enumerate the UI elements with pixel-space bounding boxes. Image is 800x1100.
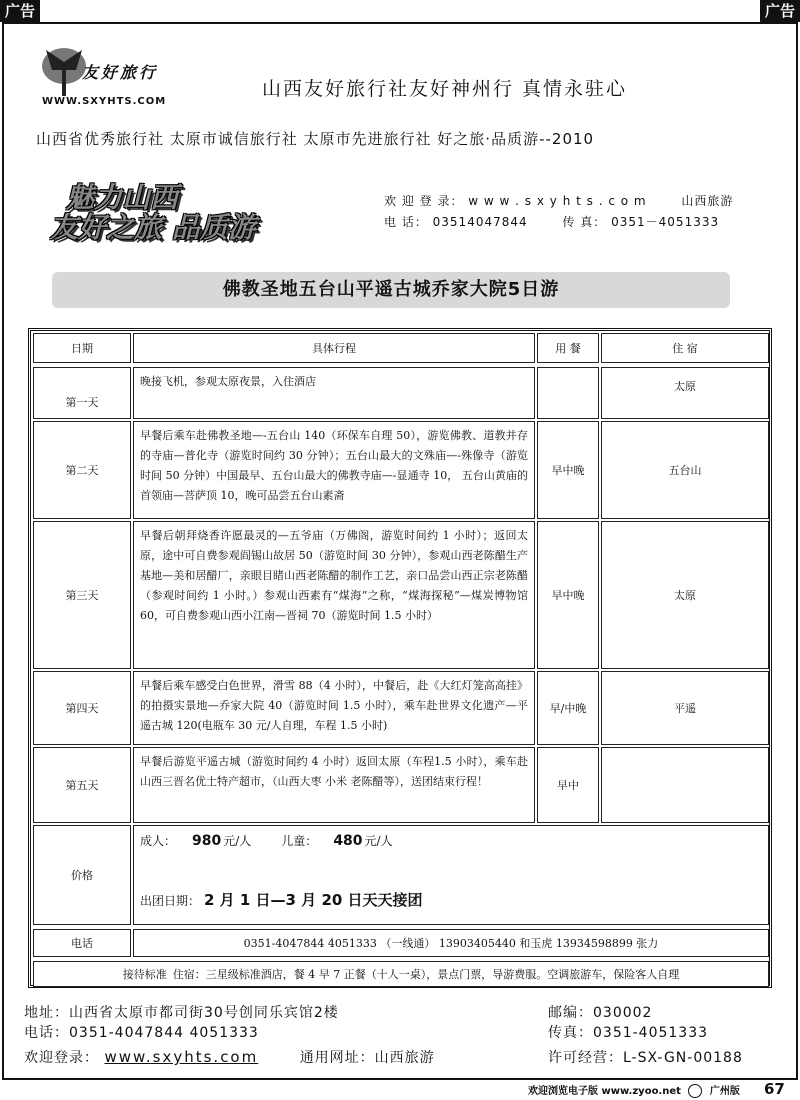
phone-row-label: 电话 <box>33 929 131 957</box>
welcome-label: 欢 迎 登 录： <box>384 194 464 208</box>
footer-fax: 传真：0351-4051333 <box>548 1025 709 1041</box>
bottom-bar-edition: 广州版 <box>709 1086 740 1097</box>
adult-label: 成人： <box>140 834 177 848</box>
banner-line1: 魅力山西 <box>66 181 179 214</box>
header-itinerary: 具体行程 <box>133 333 535 363</box>
day-lodging <box>601 747 769 823</box>
standard-value: 住宿：三星级标准酒店，餐 4 早 7 正餐（十人一桌），景点门票，导游费服。空调旅游车，保险客人自理 <box>172 968 680 981</box>
bottom-bar-text: 欢迎浏览电子版 www.zyoo.net <box>528 1086 681 1097</box>
ad-label-right: 广告 <box>760 0 800 22</box>
phone-label: 电 话： <box>384 215 428 229</box>
footer-phone: 电话：0351-4047844 4051333 <box>24 1025 259 1041</box>
slogan: 山西友好旅行社友好神州行 真情永驻心 <box>262 78 628 100</box>
adult-unit: 元/人 <box>223 834 252 848</box>
day-label: 第五天 <box>33 747 131 823</box>
child-unit: 元/人 <box>364 834 393 848</box>
departure-row <box>140 889 423 910</box>
day-desc: 早餐后乘车感受白色世界，滑雪 88（4 小时），中餐后，赴《大红灯笼高高挂》的拍摄实景地—乔家大院 40（游览时间 1.5 小时），乘车赴世界文化遗产—平遥古城 120(电瓶车 30 元/人自理，车程 1.5 小时) <box>133 671 535 745</box>
day-label: 第三天 <box>33 521 131 669</box>
day-label: 第四天 <box>33 671 131 745</box>
depart-value: 2 月 1 日—3 月 20 日天天接团 <box>204 891 423 909</box>
day-meals <box>537 367 599 419</box>
tour-title: 佛教圣地五台山平遥古城乔家大院5日游 <box>52 272 730 308</box>
logo-name: 友好旅行 <box>82 63 159 82</box>
standard-row <box>33 961 769 987</box>
fax-label: 传 真： <box>562 215 607 229</box>
footer-welcome-url[interactable]: www.sxyhts.com <box>104 1048 259 1066</box>
adult-price: 980 <box>192 833 222 849</box>
page-number: 67 <box>764 1080 785 1098</box>
day-desc: 早餐后游览平遥古城（游览时间约 4 小时）返回太原（车程1.5 小时），乘车赴山西三晋名优土特产超市，（山西大枣 小米 老陈醋等），送团结束行程！ <box>133 747 535 823</box>
header-date: 日期 <box>33 333 131 363</box>
ad-label-left: 广告 <box>0 0 40 22</box>
day-lodging: 太原 <box>601 521 769 669</box>
depart-label: 出团日期： <box>140 894 201 908</box>
brand-name: 山西旅游 <box>681 194 734 208</box>
day-meals: 早中晚 <box>537 421 599 519</box>
contact-web-row <box>384 192 733 209</box>
footer-postcode: 邮编：030002 <box>548 1005 653 1021</box>
welcome-url[interactable]: w w w . s x y h t s . c o m <box>468 194 647 208</box>
day-meals: 早/中晚 <box>537 671 599 745</box>
child-label: 儿童： <box>281 834 318 848</box>
price-label: 价格 <box>33 825 131 925</box>
day-label: 第二天 <box>33 421 131 519</box>
day-lodging: 五台山 <box>601 421 769 519</box>
footer-welcome-label: 欢迎登录： <box>24 1050 99 1066</box>
day-meals: 早中晚 <box>537 521 599 669</box>
itinerary-table <box>28 328 772 988</box>
day-label: 第一天 <box>33 367 131 419</box>
contact-phone-row <box>384 213 719 230</box>
standard-label: 接待标准 <box>122 968 167 981</box>
day-lodging: 太原 <box>601 367 769 419</box>
footer-address: 地址：山西省太原市都司街30号创同乐宾馆2楼 <box>24 1005 339 1021</box>
logo-url: WWW.SXYHTS.COM <box>42 96 167 107</box>
day-desc: 晚接飞机，参观太原夜景，入住酒店 <box>133 367 535 419</box>
header-meals: 用 餐 <box>537 333 599 363</box>
banner-line2: 友好之旅 品质游 <box>50 211 256 244</box>
phone-value: 03514047844 <box>432 215 528 229</box>
footer-common-site: 通用网址：山西旅游 <box>299 1050 435 1066</box>
price-cell <box>133 825 769 925</box>
day-lodging: 平遥 <box>601 671 769 745</box>
honors-line: 山西省优秀旅行社 太原市诚信旅行社 太原市先进旅行社 好之旅·品质游--2010 <box>36 130 595 148</box>
phone-row-value: 0351-4047844 4051333 （一线通） 13903405440 和玉虎 13934598899 张力 <box>133 929 769 957</box>
day-desc: 早餐后朝拜烧香许愿最灵的—五爷庙（万佛阁，游览时间约 1 小时）；返回太原，途中可自费参观阎锡山故居 50（游览时间 30 分钟），参观山西老陈醋生产基地—美和居醋厂，亲眼目睹山西老陈醋的制作工艺，亲口品尝山西正宗老陈醋（参观时间约 1 小时。）参观山西素有“煤海”之称，“煤海探秘”—煤炭博物馆 60，可自费参观山西小江南—晋祠 70（游览时间 1.5 小时） <box>133 521 535 669</box>
footer-web-row <box>24 1047 435 1067</box>
fax-value: 0351－4051333 <box>611 215 720 229</box>
footer-license: 许可经营：L-SX-GN-00188 <box>548 1050 743 1066</box>
day-desc: 早餐后乘车赴佛教圣地—-五台山 140（环保车自理 50），游览佛教、道教并存的寺庙—普化寺（游览时间约 30 分钟）；五台山最大的文殊庙—-殊像寺（游览时间 50 分钟）中国最早、五台山最大的佛教寺庙—-显通寺 10， 五台山黄庙的首领庙—菩萨顶 10，晚可品尝五台山素斋 <box>133 421 535 519</box>
child-price: 480 <box>333 833 363 849</box>
bottom-bar <box>528 1082 740 1098</box>
header-lodging: 住 宿 <box>601 333 769 363</box>
price-row <box>140 832 762 849</box>
day-meals: 早中 <box>537 747 599 823</box>
edition-badge-icon <box>688 1084 702 1098</box>
